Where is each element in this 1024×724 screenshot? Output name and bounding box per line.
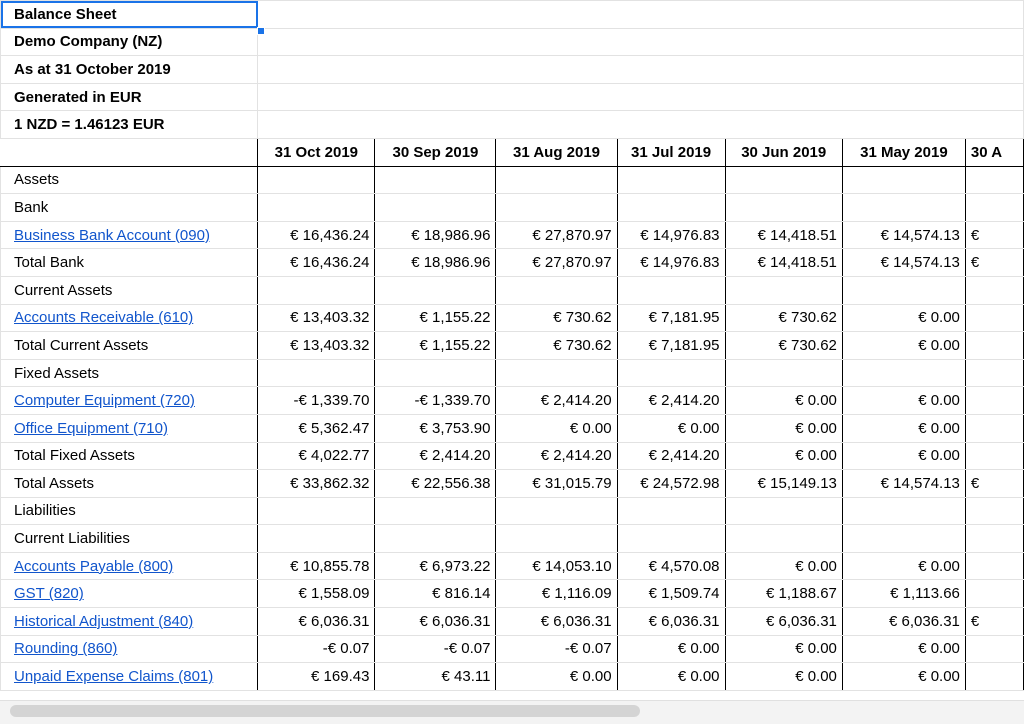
value-cell[interactable]: € 14,418.51 xyxy=(725,249,842,277)
value-cell[interactable]: € 0.00 xyxy=(725,635,842,663)
value-cell[interactable]: € 2,414.20 xyxy=(617,387,725,415)
value-cell[interactable]: € 169.43 xyxy=(258,663,375,691)
value-cell[interactable]: € 4,022.77 xyxy=(258,442,375,470)
value-cell[interactable]: € 6,973.22 xyxy=(375,552,496,580)
value-cell[interactable]: € 0.00 xyxy=(617,635,725,663)
account-link[interactable]: Office Equipment (710) xyxy=(1,414,258,442)
value-cell[interactable]: € 1,558.09 xyxy=(258,580,375,608)
value-cell[interactable] xyxy=(842,276,965,304)
value-cell[interactable]: € 6,036.31 xyxy=(725,608,842,636)
value-cell[interactable]: € 816.14 xyxy=(375,580,496,608)
value-cell[interactable]: € 6,036.31 xyxy=(258,608,375,636)
value-cell[interactable]: € 730.62 xyxy=(496,332,617,360)
value-cell[interactable] xyxy=(965,166,1023,194)
value-cell[interactable]: € 1,509.74 xyxy=(617,580,725,608)
value-cell[interactable] xyxy=(965,332,1023,360)
table-row xyxy=(1,166,1024,194)
value-cell[interactable]: € 1,155.22 xyxy=(375,332,496,360)
value-cell[interactable] xyxy=(965,442,1023,470)
cell-rate[interactable]: 1 NZD = 1.46123 EUR xyxy=(1,111,258,139)
value-cell[interactable]: € 0.00 xyxy=(842,663,965,691)
table-row xyxy=(1,332,1024,360)
value-cell[interactable] xyxy=(375,497,496,525)
table-row xyxy=(1,497,1024,525)
value-cell[interactable]: € 33,862.32 xyxy=(258,470,375,498)
account-link[interactable]: Accounts Payable (800) xyxy=(1,552,258,580)
value-cell[interactable]: € 27,870.97 xyxy=(496,221,617,249)
value-cell[interactable] xyxy=(258,525,375,553)
value-cell[interactable]: € 6,036.31 xyxy=(375,608,496,636)
row-label[interactable]: Total Assets xyxy=(1,470,258,498)
cell-empty[interactable] xyxy=(258,83,1024,111)
value-cell[interactable]: € xyxy=(965,221,1023,249)
row-label[interactable]: Total Bank xyxy=(1,249,258,277)
value-cell[interactable]: -€ 1,339.70 xyxy=(375,387,496,415)
column-header-label[interactable] xyxy=(1,138,258,166)
value-cell[interactable]: € 730.62 xyxy=(725,332,842,360)
value-cell[interactable] xyxy=(375,194,496,222)
value-cell[interactable]: € 6,036.31 xyxy=(617,608,725,636)
value-cell[interactable]: € 0.00 xyxy=(842,304,965,332)
selection-fill-handle[interactable] xyxy=(257,27,265,35)
value-cell[interactable]: € 7,181.95 xyxy=(617,304,725,332)
value-cell[interactable] xyxy=(617,166,725,194)
value-cell[interactable] xyxy=(965,525,1023,553)
table-row xyxy=(1,470,1024,498)
value-cell[interactable] xyxy=(617,359,725,387)
value-cell[interactable]: € 0.00 xyxy=(725,414,842,442)
value-cell[interactable]: € 3,753.90 xyxy=(375,414,496,442)
value-cell[interactable]: € 27,870.97 xyxy=(496,249,617,277)
value-cell[interactable]: € 31,015.79 xyxy=(496,470,617,498)
value-cell[interactable] xyxy=(258,359,375,387)
table-row xyxy=(1,635,1024,663)
value-cell[interactable] xyxy=(258,497,375,525)
value-cell[interactable] xyxy=(496,525,617,553)
value-cell[interactable] xyxy=(617,525,725,553)
value-cell[interactable] xyxy=(375,525,496,553)
value-cell[interactable]: € 7,181.95 xyxy=(617,332,725,360)
value-cell[interactable]: € xyxy=(965,608,1023,636)
value-cell[interactable] xyxy=(965,552,1023,580)
value-cell[interactable]: € 6,036.31 xyxy=(842,608,965,636)
account-link[interactable]: Computer Equipment (720) xyxy=(1,387,258,415)
value-cell[interactable]: € 43.11 xyxy=(375,663,496,691)
table-row xyxy=(1,580,1024,608)
table-row xyxy=(1,221,1024,249)
value-cell[interactable]: -€ 0.07 xyxy=(496,635,617,663)
value-cell[interactable] xyxy=(617,194,725,222)
cell-title[interactable]: Balance Sheet xyxy=(1,1,258,29)
value-cell[interactable] xyxy=(965,387,1023,415)
value-cell[interactable]: € 2,414.20 xyxy=(496,387,617,415)
value-cell[interactable]: € xyxy=(965,470,1023,498)
value-cell[interactable]: € 1,116.09 xyxy=(496,580,617,608)
value-cell[interactable]: € 0.00 xyxy=(842,635,965,663)
value-cell[interactable]: € 13,403.32 xyxy=(258,304,375,332)
cell-company[interactable]: Demo Company (NZ) xyxy=(1,28,258,56)
cell-empty[interactable] xyxy=(258,111,1024,139)
value-cell[interactable] xyxy=(496,497,617,525)
value-cell[interactable] xyxy=(725,194,842,222)
value-cell[interactable]: € 0.00 xyxy=(617,663,725,691)
value-cell[interactable] xyxy=(375,166,496,194)
value-cell[interactable]: € 14,574.13 xyxy=(842,221,965,249)
value-cell[interactable]: € 0.00 xyxy=(842,414,965,442)
value-cell[interactable] xyxy=(842,166,965,194)
row-label[interactable]: Total Current Assets xyxy=(1,332,258,360)
value-cell[interactable] xyxy=(842,497,965,525)
value-cell[interactable] xyxy=(965,276,1023,304)
value-cell[interactable] xyxy=(965,663,1023,691)
value-cell[interactable]: € 0.00 xyxy=(725,387,842,415)
value-cell[interactable] xyxy=(725,276,842,304)
value-cell[interactable] xyxy=(842,359,965,387)
value-cell[interactable]: € 5,362.47 xyxy=(258,414,375,442)
value-cell[interactable]: -€ 0.07 xyxy=(258,635,375,663)
value-cell[interactable] xyxy=(965,497,1023,525)
value-cell[interactable] xyxy=(375,359,496,387)
value-cell[interactable] xyxy=(965,304,1023,332)
value-cell[interactable]: € 1,113.66 xyxy=(842,580,965,608)
value-cell[interactable] xyxy=(965,580,1023,608)
column-header-date[interactable]: 30 A xyxy=(965,138,1023,166)
value-cell[interactable]: € 14,976.83 xyxy=(617,221,725,249)
row-label[interactable]: Current Liabilities xyxy=(1,525,258,553)
row-label[interactable]: Liabilities xyxy=(1,497,258,525)
value-cell[interactable]: € 14,976.83 xyxy=(617,249,725,277)
value-cell[interactable]: € 4,570.08 xyxy=(617,552,725,580)
value-cell[interactable]: € 0.00 xyxy=(617,414,725,442)
value-cell[interactable] xyxy=(496,359,617,387)
value-cell[interactable] xyxy=(258,276,375,304)
table-row xyxy=(1,304,1024,332)
value-cell[interactable]: € 2,414.20 xyxy=(617,442,725,470)
column-header-date[interactable]: 31 Oct 2019 xyxy=(258,138,375,166)
value-cell[interactable]: € 1,188.67 xyxy=(725,580,842,608)
column-header-date[interactable]: 30 Jun 2019 xyxy=(725,138,842,166)
value-cell[interactable]: € 1,155.22 xyxy=(375,304,496,332)
value-cell[interactable]: -€ 0.07 xyxy=(375,635,496,663)
column-header-date[interactable]: 30 Sep 2019 xyxy=(375,138,496,166)
account-link[interactable]: Accounts Receivable (610) xyxy=(1,304,258,332)
value-cell[interactable]: € 0.00 xyxy=(496,663,617,691)
cell-empty[interactable] xyxy=(258,28,1024,56)
value-cell[interactable]: € 14,418.51 xyxy=(725,221,842,249)
value-cell[interactable]: € 14,053.10 xyxy=(496,552,617,580)
account-link[interactable]: Rounding (860) xyxy=(1,635,258,663)
row-label[interactable]: Total Fixed Assets xyxy=(1,442,258,470)
row-label[interactable]: Current Assets xyxy=(1,276,258,304)
table-row xyxy=(1,663,1024,691)
value-cell[interactable] xyxy=(617,276,725,304)
value-cell[interactable]: € 15,149.13 xyxy=(725,470,842,498)
value-cell[interactable] xyxy=(842,525,965,553)
value-cell[interactable] xyxy=(496,276,617,304)
value-cell[interactable]: € 13,403.32 xyxy=(258,332,375,360)
account-link[interactable]: Business Bank Account (090) xyxy=(1,221,258,249)
cell-empty[interactable] xyxy=(258,1,1024,29)
table-row xyxy=(1,414,1024,442)
value-cell[interactable] xyxy=(496,166,617,194)
value-cell[interactable]: € 16,436.24 xyxy=(258,249,375,277)
value-cell[interactable]: € 0.00 xyxy=(496,414,617,442)
value-cell[interactable] xyxy=(725,359,842,387)
value-cell[interactable]: € 0.00 xyxy=(725,552,842,580)
value-cell[interactable] xyxy=(965,194,1023,222)
value-cell[interactable]: € 0.00 xyxy=(842,332,965,360)
value-cell[interactable] xyxy=(375,276,496,304)
column-header-date[interactable]: 31 May 2019 xyxy=(842,138,965,166)
value-cell[interactable]: € 2,414.20 xyxy=(375,442,496,470)
value-cell[interactable] xyxy=(965,635,1023,663)
row-label[interactable]: Fixed Assets xyxy=(1,359,258,387)
table-row xyxy=(1,276,1024,304)
value-cell[interactable] xyxy=(725,166,842,194)
table-row xyxy=(1,194,1024,222)
value-cell[interactable]: € 18,986.96 xyxy=(375,249,496,277)
value-cell[interactable]: € 0.00 xyxy=(842,387,965,415)
value-cell[interactable] xyxy=(965,414,1023,442)
horizontal-scrollbar[interactable] xyxy=(0,700,1024,724)
value-cell[interactable] xyxy=(725,497,842,525)
table-row xyxy=(1,552,1024,580)
value-cell[interactable]: € 730.62 xyxy=(725,304,842,332)
value-cell[interactable] xyxy=(496,194,617,222)
value-cell[interactable] xyxy=(965,359,1023,387)
value-cell[interactable] xyxy=(842,194,965,222)
value-cell[interactable]: € 22,556.38 xyxy=(375,470,496,498)
value-cell[interactable]: € 730.62 xyxy=(496,304,617,332)
table-row xyxy=(1,442,1024,470)
account-link[interactable]: Historical Adjustment (840) xyxy=(1,608,258,636)
value-cell[interactable]: € 0.00 xyxy=(725,442,842,470)
value-cell[interactable] xyxy=(617,497,725,525)
value-cell[interactable]: € 16,436.24 xyxy=(258,221,375,249)
cell-generated[interactable]: Generated in EUR xyxy=(1,83,258,111)
scrollbar-thumb[interactable] xyxy=(10,705,640,717)
table-row xyxy=(1,249,1024,277)
value-cell[interactable]: € 18,986.96 xyxy=(375,221,496,249)
table-row xyxy=(1,608,1024,636)
value-cell[interactable]: € 14,574.13 xyxy=(842,470,965,498)
value-cell[interactable]: € 6,036.31 xyxy=(496,608,617,636)
account-link[interactable]: Unpaid Expense Claims (801) xyxy=(1,663,258,691)
value-cell[interactable] xyxy=(258,194,375,222)
column-header-date[interactable]: 31 Jul 2019 xyxy=(617,138,725,166)
value-cell[interactable]: € 0.00 xyxy=(842,552,965,580)
account-link[interactable]: GST (820) xyxy=(1,580,258,608)
column-header-date[interactable]: 31 Aug 2019 xyxy=(496,138,617,166)
cell-as-at[interactable]: As at 31 October 2019 xyxy=(1,56,258,84)
value-cell[interactable]: € 24,572.98 xyxy=(617,470,725,498)
row-label[interactable]: Assets xyxy=(1,166,258,194)
value-cell[interactable]: € 2,414.20 xyxy=(496,442,617,470)
value-cell[interactable]: € 14,574.13 xyxy=(842,249,965,277)
value-cell[interactable]: -€ 1,339.70 xyxy=(258,387,375,415)
value-cell[interactable] xyxy=(258,166,375,194)
table-row xyxy=(1,359,1024,387)
cell-empty[interactable] xyxy=(258,56,1024,84)
value-cell[interactable] xyxy=(725,525,842,553)
table-row xyxy=(1,387,1024,415)
value-cell[interactable]: € 0.00 xyxy=(842,442,965,470)
value-cell[interactable]: € xyxy=(965,249,1023,277)
value-cell[interactable]: € 0.00 xyxy=(725,663,842,691)
row-label[interactable]: Bank xyxy=(1,194,258,222)
value-cell[interactable]: € 10,855.78 xyxy=(258,552,375,580)
table-row xyxy=(1,525,1024,553)
